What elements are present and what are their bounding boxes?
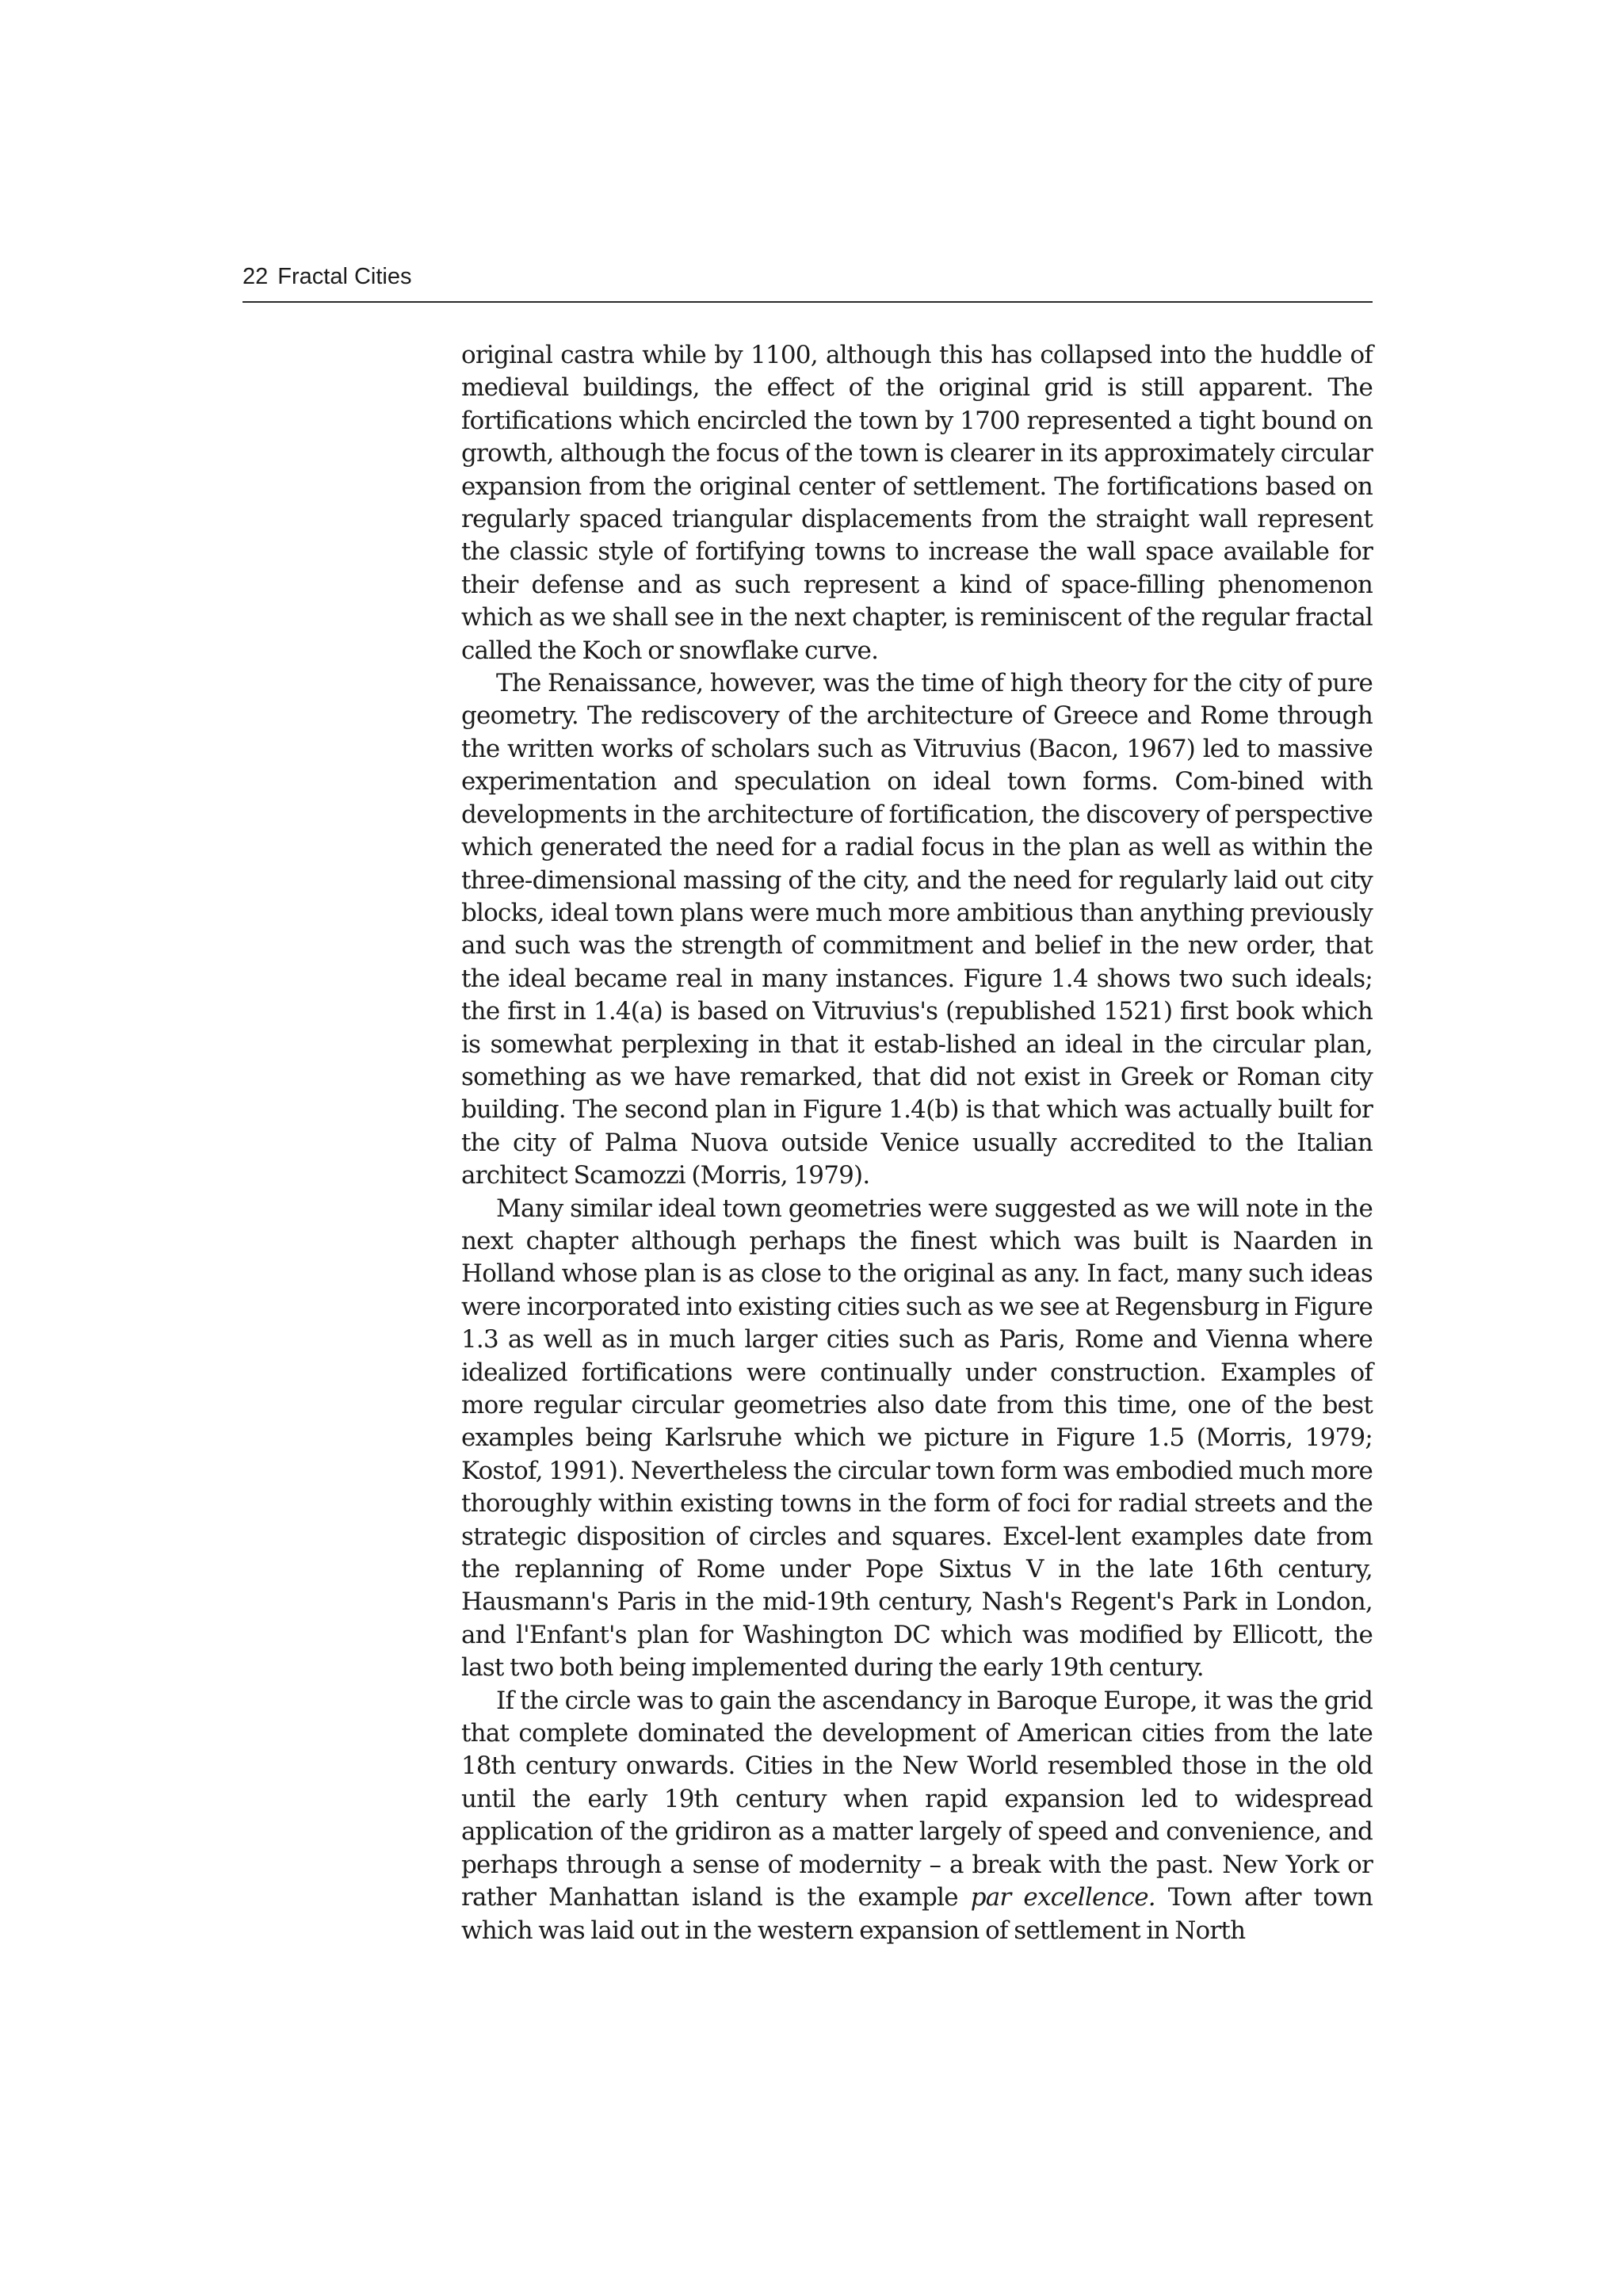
body-text	[461, 339, 1373, 1947]
page-number: 22	[242, 264, 269, 289]
paragraph-text-after-italic: Town after town which was laid out in the western expansion of settlement in North	[461, 1883, 1373, 1945]
italic-phrase: par excellence.	[970, 1883, 1155, 1912]
paragraph-ideal-town-geometries: Many similar ideal town geometries were suggested as we will note in the next chapter although perhaps the finest which was built is Naarden in Holland whose plan is as close to the original as any. In fact, many such ideas were incorporated into existing cities such as we see at Regensburg in Figure 1.3 as well as in much larger cities such as Paris, Rome and Vienna where idealized fortifications were continually under construction. Examples of more regular circular geometries also date from this time, one of the best examples being Karlsruhe which we picture in Figure 1.5 (Morris, 1979; Kostof, 1991). Nevertheless the circular town form was embodied much more thoroughly within existing towns in the form of foci for radial streets and the strategic disposition of circles and squares. Excel-lent examples date from the replanning of Rome under Pope Sixtus V in the late 16th century, Hausmann's Paris in the mid-19th century, Nash's Regent's Park in London, and l'Enfant's plan for Washington DC which was modified by Ellicott, the last two both being implemented during the early 19th century.	[461, 1194, 1373, 1683]
paragraph-american-grid	[461, 1685, 1373, 1947]
paragraph-renaissance: The Renaissance, however, was the time of high theory for the city of pure geometry. The rediscovery of the architecture of Greece and Rome through the written works of scholars such as Vitruvius (Bacon, 1967) led to massive experimentation and speculation on ideal town forms. Com-bined with developments in the architecture of fortification, the discovery of perspective which generated the need for a radial focus in the plan as well as within the three-dimensional massing of the city, and the need for regularly laid out city blocks, ideal town plans were much more ambitious than anything previously and such was the strength of commitment and belief in the new order, that the ideal became real in many instances. Figure 1.4 shows two such ideals; the first in 1.4(a) is based on Vitruvius's (republished 1521) first book which is somewhat perplexing in that it estab-lished an ideal in the circular plan, something as we have remarked, that did not exist in Greek or Roman city building. The second plan in Figure 1.4(b) is that which was actually built for the city of Palma Nuova outside Venice usually accredited to the Italian architect Scamozzi (Morris, 1979).	[461, 669, 1373, 1190]
header-rule	[242, 301, 1373, 303]
paragraph-text-before-italic: If the circle was to gain the ascendancy in Baroque Europe, it was the grid that complete dominated the development of American cities from the late 18th century onwards. Cities in the New World resembled those in the old until the early 19th century when rapid expansion led to widespread application of the gridiron as a matter largely of speed and convenience, and perhaps through a sense of modernity – a break with the past. New York or rather Manhattan island is the example	[461, 1686, 1373, 1912]
running-head	[242, 263, 411, 290]
running-title: Fractal Cities	[277, 264, 412, 289]
paragraph-continued: original castra while by 1100, although this has collapsed into the huddle of medieval buildings, the effect of the original grid is still apparent. The fortifications which encircled the town by 1700 represented a tight bound on growth, although the focus of the town is clearer in its approximately circular expansion from the original center of settlement. The fortifications based on regularly spaced triangular displacements from the straight wall represent the classic style of fortifying towns to increase the wall space available for their defense and as such represent a kind of space-filling phenomenon which as we shall see in the next chapter, is reminiscent of the regular fractal called the Koch or snowflake curve.	[461, 341, 1373, 665]
